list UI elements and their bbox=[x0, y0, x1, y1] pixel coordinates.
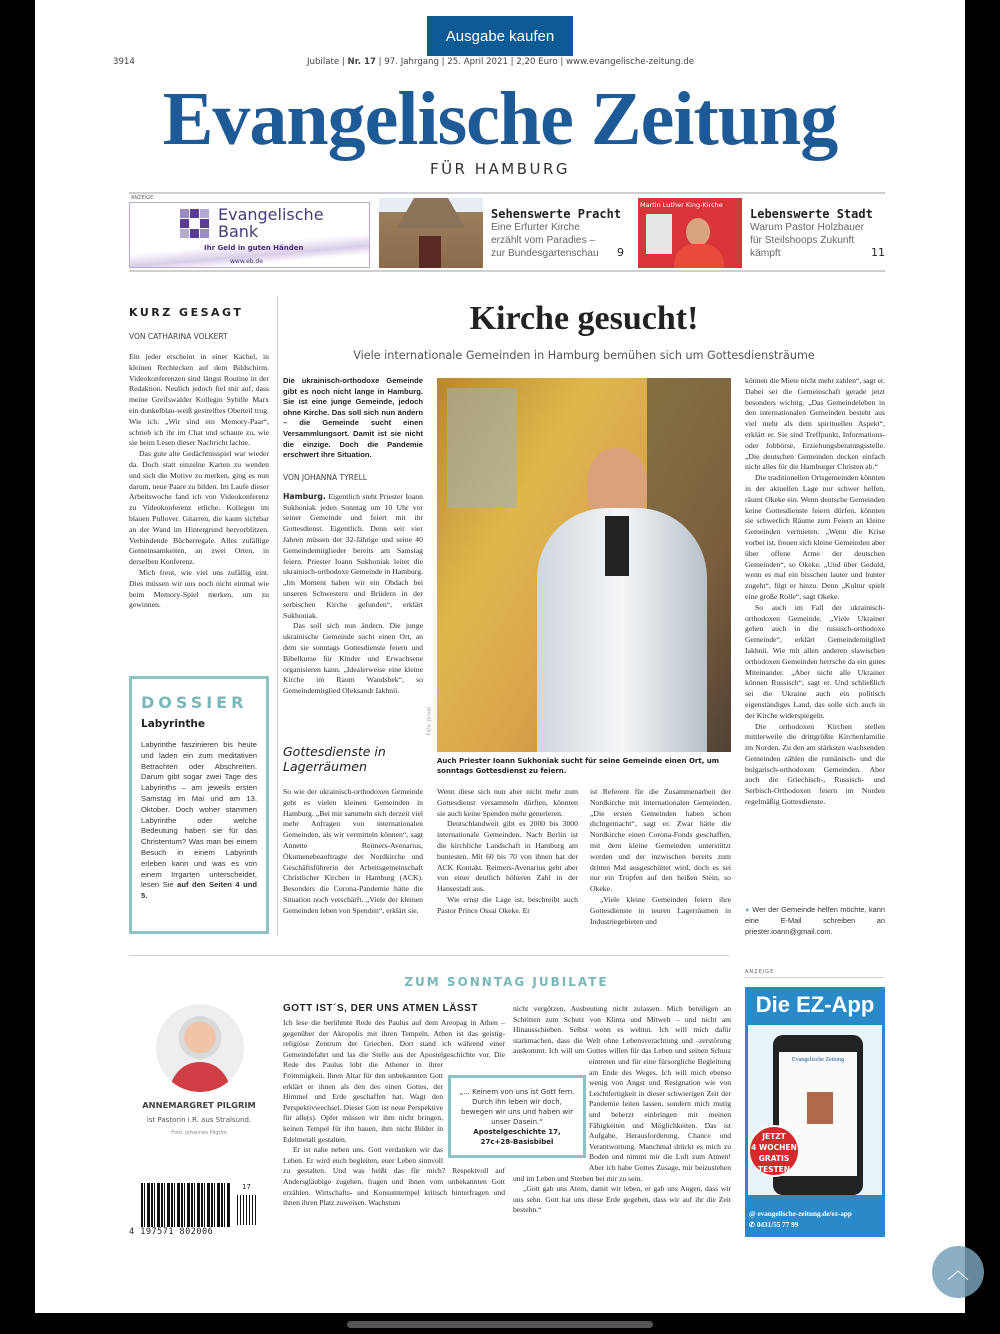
phone-icon: ✆ bbox=[749, 1221, 756, 1229]
article-byline: VON JOHANNA TYRELL bbox=[283, 472, 367, 482]
photo-caption: Auch Priester Ioann Sukhoniak sucht für seine Gemeinde einen Ort, um sonntags Gottesdienst zu feiern. bbox=[437, 757, 720, 775]
article-intro: Die ukrainisch-orthodoxe Gemeinde gibt es noch nicht lange in Hamburg. Sie ist eine junge Gemeinde, jedoch ohne Kirche. Das soll sich nun ändern – die Gemeinde sucht einen Versammlungsort. Damit ist sie nicht die einzige. Doch die Pandemie erschwert ihre Situation. bbox=[283, 376, 423, 460]
bank-url: www.eb.de bbox=[230, 258, 263, 265]
author-photo-credit: Foto: Johannes Pilgrim bbox=[171, 1130, 227, 1136]
bank-slogan: Ihr Geld in guten Händen bbox=[204, 244, 304, 252]
kurz-gesagt-heading: KURZ GESAGT bbox=[129, 306, 244, 319]
teaser-title: Lebenswerte Stadt bbox=[750, 207, 873, 221]
edition-details: | 97. Jahrgang | 25. April 2021 | 2,20 Euro | www.evangelische-zeitung.de bbox=[378, 57, 695, 67]
gratis-badge: JETZT 4 WOCHEN GRATIS TESTEN bbox=[748, 1125, 800, 1177]
sunday-col2: nicht vergötzen, Ausbeutung nicht zulassen. Mich beteiligen an Schritten zum Schutz von Klima und Mitwelt – und nicht am Hinausschieben. Selbst wenn es wehtut. Ich will mich dafür starkmachen, dass die Welt ohne Lebensverachtung und -zerstörung auskommt. Ich will um Gottes willen für das Leben und seinen Schutz eintreten und für eine fürsorgliche Begleitung am Ende des Weges. Ich will mich ebenso wenig von Angst und Resignation wie von Leichtfertigkeit in dieser schwierigen Zeit der Pandemie leiten lassen, sondern mich mutig und beherzt einbringen mit meinen Fähigkeiten und Möglichkeiten. Das ist Aufgabe, Herausforderung, Chance und Verantwortung. Manchmal drückt es mich zu Boden und nimmt mir die Luft zum Atmen! Aber ich habe Gottes Zusage, mir beizustehen und im Leben und Sterben bei mir zu sein. „Gott gab uns Atem, damit wir leben, er gab uns Augen, dass wir uns sehn. Gott hat uns diese Erde gegeben, dass wir auf ihr die Zeit bestehn.“ bbox=[513, 1004, 731, 1215]
scroll-to-top-button[interactable] bbox=[932, 1246, 984, 1298]
teaser-lebenswerte-stadt[interactable] bbox=[750, 207, 886, 260]
article-col2: Wenn diese sich nun aber nicht mehr zum Gottesdienst versammeln dürften, könnten sie auch keine Spenden mehr generieren. Deutschlandweit gibt es 2000 bis 3000 internationale Gemeinden. Nach Berlin ist die kirchliche Landschaft in Hamburg am buntesten. Mit 60 bis 70 von ihnen hat der ACK Kontakt. Reimers-Avenarius geht aber von einer deutlich höheren Zahl in der Hansestadt aus. Wie ernst die Lage ist, beschreibt auch Pastor Prince Ossai Okeke. Er bbox=[437, 787, 578, 915]
barcode-number: 4 197571 802006 bbox=[129, 1227, 214, 1237]
teaser-text: Eine Erfurter Kirche erzählt vom Paradies – zur Bundesgartenschau bbox=[491, 222, 599, 259]
sunday-kicker: ZUM SONNTAG JUBILATE bbox=[404, 975, 609, 989]
article-subheadline: Viele internationale Gemeinden in Hamburg bemühen sich um Gottesdiensträume bbox=[353, 349, 815, 362]
teaser-title: Sehenswerte Pracht bbox=[491, 207, 622, 221]
article-col4: können die Miete nicht mehr zahlen“, sagt er. Dabei sei die Gemeinschaft gerade jetzt besonders wichtig. „Das Gemeindeleben in den internationalen Gemeinden besteht aus viel mehr als dem spirituellen Aspekt“, erklärt er. Sie sind Treffpunkt, Informations- oder Jobbörse, Erziehungsberatungsstelle. „Die deutschen Gemeinden decken einfach nicht alles für die Hamburger Christen ab.“ Die traditionellen Ortsgemeinden könnten in der aktuellen Lage nur schwer helfen, räumt Okeke ein. Wenn deutsche Gemeinden keine Gottesdienste feiern dürfen, könnten sie schwerlich Räume zum Feiern an kleine Gemeinden vermieten. „Wenn die Krise vorbei ist, freuen sich kleine Gemeinden aber über offene Arme der deutschen Gemeinden“, so Okeke. „Und über Geduld, wenn es mal ein bisschen lauter und bunter zugeht“, fügt er hinzu. Denn „Kultur spielt eine große Rolle“, sagt Okeke. So auch im Fall der ukrainisch-orthodoxen Gemeinde. „Viele Ukrainer gehen auch in die russisch-orthodoxe Gemeinde“, erklärt Gemeindemitglied Iakhnii. Wie mit allen anderen slawischen orthodoxen Gemeinden herrsche da ein gutes Miteinander. „Aber nicht alle Ukrainer können Russisch“, sagt er. Und schließlich sei die Ukraine auch ein politisch eigenständiges Land, das solle sich auch in der Kirche widerspiegeln. Die orthodoxen Kirchen stellen mittlerweile die drittgrößte Kirchenfamilie im Norden. Zu den am stärksten wachsenden Gemeinden zählen die rumänisch- und die bulgarisch-orthodoxen Gemeinden. Aber auch die Griechisch-, Russisch- und Serbisch-Orthodoxen feiern im Norden regelmäßig Gottesdienste. bbox=[745, 376, 885, 807]
masthead-title: Evangelische Zeitung bbox=[162, 77, 838, 161]
photo-credit: Foto: privat bbox=[426, 706, 433, 736]
app-url[interactable]: evangelische-zeitung.de/ez-app bbox=[757, 1210, 852, 1218]
kurz-gesagt-text: Ein jeder erscheint in einer Kachel, in kleinen Rechtecken auf dem Bildschirm. Videokonferenzen sind längst Routine in der Redaktion. Neulich jedoch fiel mir auf, dass meine Greifswalder Kollegin Sybille Marx ein dunkelblau-weiß gestreiftes Oberteil trug. Wie ich. „Wir sind ein Memory-Paar“, schrieb ich ihr im Chat und schaute zu, wie sie beim Lesen dieser Nachricht lachte. Das gute alte Gedächtnisspiel war wieder da. Doch statt einzelne Karten zu wenden und sich die Motive zu merken, ging es nun darum, neue Paare zu bilden. Im Laufe dieser Arbeitswoche fand ich von Videokonferenz zu Videokonferenz etliche. Kollegen im blauen Pullover. Gitarren, die kaum sichtbar an der Wand im Hintergrund hervorblitzen. Verbindende Bücherregale. Alles zufällige Gemeinsamkeiten, an zwei Orten, in derselben Konferenz. Mich freut, wie viel uns zufällig eint. Dies müssen wir uns noch nicht einmal wie beim Memory-Spiel merken, um zu gewinnen. bbox=[129, 352, 269, 610]
edition-meta bbox=[307, 57, 694, 67]
sunday-headline: GOTT IST´S, DER UNS ATMEN LÄSST bbox=[283, 1003, 478, 1014]
quote-box bbox=[448, 1075, 586, 1158]
article-col1: Hamburg. Eigentlich steht Priester Ioann Sukhoniak jeden Sonntag um 10 Uhr vor seiner Gemeinde und feiert mit ihr Gottesdienst. Eigentlich. Denn seit vier Jahren müssen der 32-Jährige und seine 40 Gemeindemitglieder bereits am Samstag feiern. Priester Ioann Sukhoniak leitet die ukrainisch-orthodoxe Gemeinde in Hamburg. „Im Moment haben wir ein Obdach bei unseren Schwestern und Brüdern in der serbischen Kirche gefunden“, erklärt Sukhoniak. Das soll sich nun ändern. Die junge ukrainische Gemeinde sucht einen Ort, an dem sie sonntags Gottesdienste feiern und Bibelkurse für Kinder und Erwachsene organisieren kann. „Idealerweise eine kleine Kirche im Raum Wandsbek“, so Gemeindemitglied Oleksandr Iakhnii. bbox=[283, 491, 423, 696]
app-phone: 0431/55 77 99 bbox=[756, 1221, 799, 1229]
dossier-box[interactable] bbox=[129, 676, 269, 934]
page-code: 3914 bbox=[113, 57, 135, 67]
bank-ad[interactable] bbox=[129, 202, 370, 268]
app-ad-contact bbox=[749, 1209, 852, 1231]
quote-text: „... Keinem von uns ist Gott fern. Durch ihn leben wir doch, bewegen wir uns und haben wir unser Dasein.“ bbox=[459, 1088, 575, 1126]
app-ad-title: Die EZ-App bbox=[755, 992, 875, 1017]
ez-app-ad[interactable] bbox=[745, 987, 885, 1237]
bank-logo-icon bbox=[180, 209, 210, 239]
author-role: ist Pastorin i.R. aus Stralsund. bbox=[146, 1116, 252, 1124]
edition-name: Jubilate bbox=[307, 57, 340, 67]
author-portrait bbox=[156, 1004, 244, 1092]
article-photo-priest[interactable] bbox=[437, 378, 731, 752]
teaser-page-number: 11 bbox=[871, 246, 885, 259]
dossier-text: Labyrinthe faszinieren bis heute und laden ein zum meditativen Betrachten oder Abschreiten. Darum gibt sogar zwei Tage des Labyrinths – am jeweils ersten Samstag im Mai und am 13. Oktober. Doch woher stammen Labyrinthe oder welche Bedeutung haben sie für das Christentum? Was man bei einem Besuch in einem Labyrinth erleben kann und was es von einem Irrgarten unterscheidet, lesen Sie auf den Seiten 4 und 5. bbox=[141, 740, 257, 901]
masthead-subtitle: FÜR HAMBURG bbox=[429, 160, 571, 178]
bank-name: Evangelische Bank bbox=[218, 205, 324, 241]
author-name: ANNEMARGRET PILGRIM bbox=[142, 1100, 256, 1110]
buy-edition-button[interactable]: Ausgabe kaufen bbox=[427, 16, 573, 56]
sunday-col1: Ich lese die berühmte Rede des Paulus auf dem Areopag in Athen – gegenüber der Akropolis mit ihren Tempeln. Athen ist das geistig-religiöse Zentrum der Griechen. Dort stand ich während einer Gemeindefahrt und las die Stelle aus der Apostelgeschichte vor. Die Rede des Paulus lobt die Athener in ihrer Frömmigkeit. Ihren Altar für den unbekannten Gott erklärt er ihnen als den des einen Gottes, der Himmel und Erde geschaffen hat. Wagt den Perspektivwechsel. Dieser Gott ist neue Perspektive für alle(s). Opfer müssen wir ihm nicht bringen, keinen Tempel für ihn bauen, ihm nicht Bilder in Edelmetall gestalten. Er ist nahe neben uns. Gott verdanken wir das Leben. Er wird euch begleiten, euer Leben sinnvoll zu gestalten. Und was heißt das für mich? Respektvoll auf Andersgläubige zugehen, fragen und ihnen vom unbekannten Gott erzählen. Wirtschafts- und Konsumtempel kritisch hinterfragen und ihnen ihren Platz zuweisen. Wachstum bbox=[283, 1018, 505, 1208]
home-indicator bbox=[347, 1321, 653, 1328]
ad-label: ANZEIGE bbox=[131, 195, 154, 201]
bullet-dot-icon: ● bbox=[745, 905, 750, 914]
mini-masthead: Evangelische Zeitung bbox=[791, 1057, 845, 1063]
teaser-page-number: 9 bbox=[617, 246, 624, 259]
article-subhead: Gottesdienste in Lagerräumen bbox=[283, 744, 386, 774]
teaser-church-photo[interactable] bbox=[379, 198, 483, 268]
issue-number: Nr. 17 bbox=[347, 57, 376, 67]
dossier-heading: DOSSIER bbox=[141, 693, 248, 712]
teaser-pastor-photo[interactable] bbox=[638, 198, 742, 268]
teaser-text: Warum Pastor Holzbauer für Steilshoops Zukunft kämpft bbox=[750, 222, 864, 259]
kurz-byline: VON CATHARINA VOLKERT bbox=[129, 332, 228, 341]
photo-sign: Martin Luther King-Kirche bbox=[640, 201, 723, 209]
barcode-addon: 17 bbox=[242, 1183, 251, 1191]
dossier-title: Labyrinthe bbox=[141, 718, 206, 730]
barcode bbox=[129, 1183, 262, 1238]
article-col1b: So wie der ukrainisch-orthodoxen Gemeinde geht es vielen kleinen Gemeinden in Hamburg. „Bei mir sammeln sich derzeit viel mehr Anfragen von internationalen Gemeinden, als wir vermitteln können“, sagt Annette Reimers-Avenarius, Ökumenebeauftragte der Nordkirche und Geschäftsführerin der Arbeitsgemeinschaft Christlicher Kirchen in Hamburg (ACK). Besonders die Corona-Pandemie hätte die Situation noch verschärft. „Viele der kleinen Gemeinden leben von Spenden“, erklärt sie. bbox=[283, 787, 423, 915]
teaser-sehenswerte-pracht[interactable] bbox=[491, 207, 631, 260]
article-col3: ist Referent für die Zusammenarbeit der Nordkirche mit internationalen Gemeinden. „Die ersten Gemeinden haben schon dichtgemacht“, sagt er. Zwar hätte die Nordkirche einen Corona-Fonds geschaffen, mit dem kleine Gemeinden unterstützt werden und der inzwischen bereits zum dritten Mal ausgeschüttet wird, doch es sei nur ein Tropfen auf den heißen Stein, so Okeke. „Viele kleine Gemeinden feiern ihre Gottesdienste in teuren Lagerräumen in Industriegebieten und bbox=[590, 787, 731, 926]
quote-source: Apostelgeschichte 17, 27c+28-Basisbibel bbox=[473, 1128, 561, 1146]
at-icon: @ bbox=[749, 1210, 756, 1218]
chevron-up-icon: ︿ bbox=[946, 1259, 969, 1284]
help-note: ● Wer der Gemeinde helfen möchte, kann eine E-Mail schreiben an priester.ioann@gmail.com. bbox=[745, 905, 885, 936]
article-headline: Kirche gesucht! bbox=[469, 300, 699, 337]
app-ad-label: ANZEIGE bbox=[745, 969, 775, 975]
separator: | bbox=[341, 57, 345, 67]
article-col1-flow bbox=[283, 376, 423, 736]
